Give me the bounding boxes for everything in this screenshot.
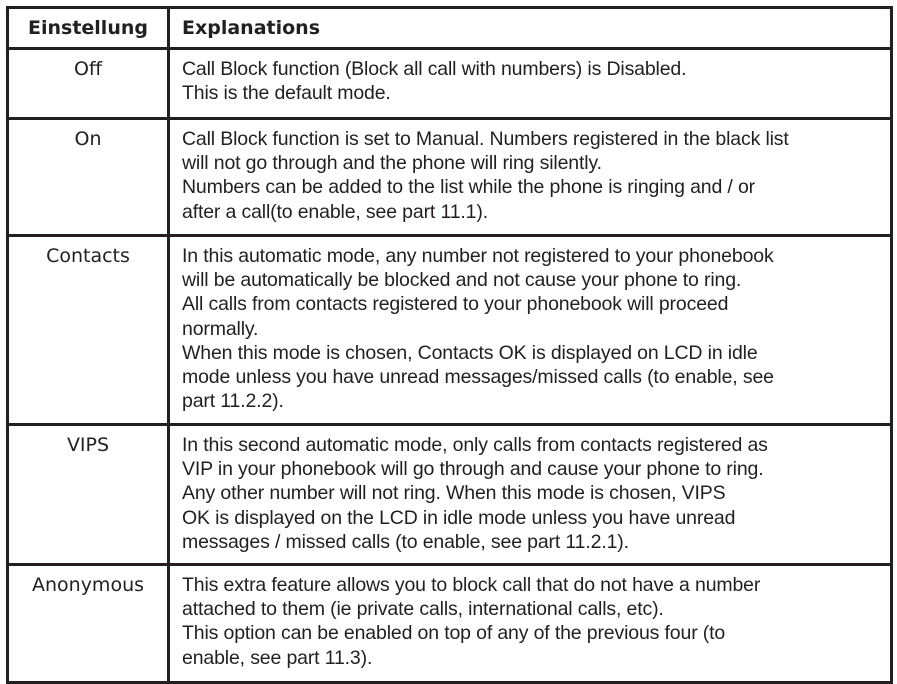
explanation-line: In this second automatic mode, only calls from contacts registered as bbox=[182, 434, 768, 456]
table-row-anonymous bbox=[8, 565, 892, 683]
header-explanations: Explanations bbox=[169, 8, 892, 49]
header-setting: Einstellung bbox=[8, 8, 169, 49]
explanation-line: mode unless you have unread messages/missed calls (to enable, see bbox=[182, 366, 774, 389]
setting-cell: On bbox=[8, 119, 169, 236]
explanation-line: after a call(to enable, see part 11.1). bbox=[182, 200, 488, 223]
table-row-contacts bbox=[8, 236, 892, 425]
table-row-on bbox=[8, 119, 892, 236]
explanation-cell bbox=[169, 119, 892, 236]
explanation-line: enable, see part 11.3). bbox=[182, 646, 373, 669]
explanation-line: OK is displayed on the LCD in idle mode unless you have unread bbox=[182, 506, 736, 529]
explanation-line: part 11.2.2). bbox=[182, 390, 284, 413]
table-row-off bbox=[8, 49, 892, 119]
explanation-line: messages / missed calls (to enable, see part 11.2.1). bbox=[182, 530, 629, 553]
explanation-line: All calls from contacts registered to your phonebook will proceed bbox=[182, 293, 729, 316]
explanation-line: Numbers can be added to the list while the phone is ringing and / or bbox=[182, 176, 755, 199]
call-block-settings-table-container bbox=[6, 6, 890, 684]
explanation-cell bbox=[169, 565, 892, 683]
explanation-line: normally. bbox=[182, 317, 259, 340]
explanation-line: will not go through and the phone will ring silently. bbox=[182, 152, 602, 175]
explanation-line: attached to them (ie private calls, international calls, etc). bbox=[182, 598, 664, 621]
setting-cell: VIPS bbox=[8, 425, 169, 565]
call-block-settings-table bbox=[6, 6, 893, 684]
explanation-cell bbox=[169, 49, 892, 119]
explanation-cell bbox=[169, 425, 892, 565]
table-header-row bbox=[8, 8, 892, 49]
explanation-line: In this automatic mode, any number not registered to your phonebook bbox=[182, 245, 774, 267]
explanation-line: Call Block function (Block all call with numbers) is Disabled. bbox=[182, 58, 687, 80]
setting-cell: Anonymous bbox=[8, 565, 169, 683]
table-row-vips bbox=[8, 425, 892, 565]
explanation-line: Any other number will not ring. When this mode is chosen, VIPS bbox=[182, 482, 726, 505]
explanation-line: This is the default mode. bbox=[182, 82, 391, 105]
explanation-line: When this mode is chosen, Contacts OK is displayed on LCD in idle bbox=[182, 341, 758, 364]
explanation-line: This extra feature allows you to block call that do not have a number bbox=[182, 574, 761, 596]
setting-cell: Off bbox=[8, 49, 169, 119]
explanation-line: Call Block function is set to Manual. Numbers registered in the black list bbox=[182, 128, 789, 150]
explanation-line: will be automatically be blocked and not cause your phone to ring. bbox=[182, 269, 742, 292]
explanation-cell bbox=[169, 236, 892, 425]
explanation-line: VIP in your phonebook will go through and cause your phone to ring. bbox=[182, 458, 764, 481]
explanation-line: This option can be enabled on top of any of the previous four (to bbox=[182, 622, 726, 645]
setting-cell: Contacts bbox=[8, 236, 169, 425]
